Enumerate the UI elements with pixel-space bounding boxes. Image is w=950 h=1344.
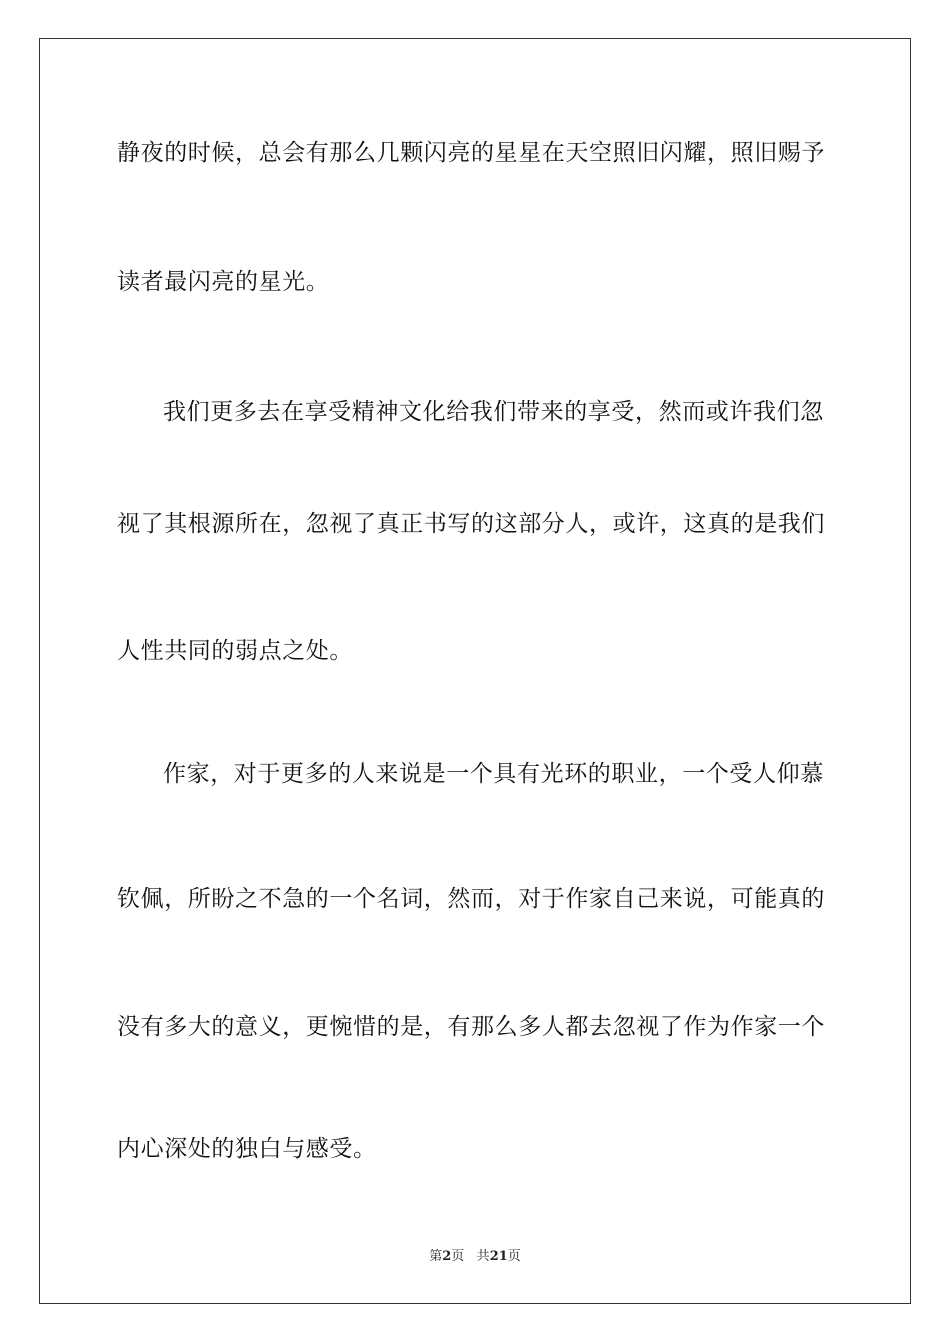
body-text-line: 作家，对于更多的人来说是一个具有光环的职业，一个受人仰慕	[163, 761, 824, 787]
body-text-line: 没有多大的意义，更惋惜的是，有那么多人都去忽视了作为作家一个	[117, 1014, 825, 1040]
body-text-line: 读者最闪亮的星光。	[117, 269, 330, 295]
body-text-line: 视了其根源所在，忽视了真正书写的这部分人，或许，这真的是我们	[117, 511, 825, 537]
total-page-count: 21	[489, 1249, 508, 1264]
body-text-line: 我们更多去在享受精神文化给我们带来的享受，然而或许我们忽	[163, 399, 824, 425]
page-suffix: 页	[451, 1249, 465, 1264]
page-prefix: 第	[429, 1249, 443, 1264]
page-border	[39, 38, 911, 1304]
body-text-line: 钦佩，所盼之不急的一个名词，然而，对于作家自己来说，可能真的	[117, 886, 825, 912]
body-text-line: 内心深处的独白与感受。	[117, 1136, 377, 1162]
total-suffix: 页	[507, 1249, 521, 1264]
page-number-footer	[0, 1245, 950, 1264]
total-prefix: 共	[476, 1249, 490, 1264]
body-text-line: 静夜的时候，总会有那么几颗闪亮的星星在天空照旧闪耀，照旧赐予	[117, 140, 825, 166]
body-text-line: 人性共同的弱点之处。	[117, 638, 353, 664]
current-page-number: 2	[442, 1249, 452, 1264]
